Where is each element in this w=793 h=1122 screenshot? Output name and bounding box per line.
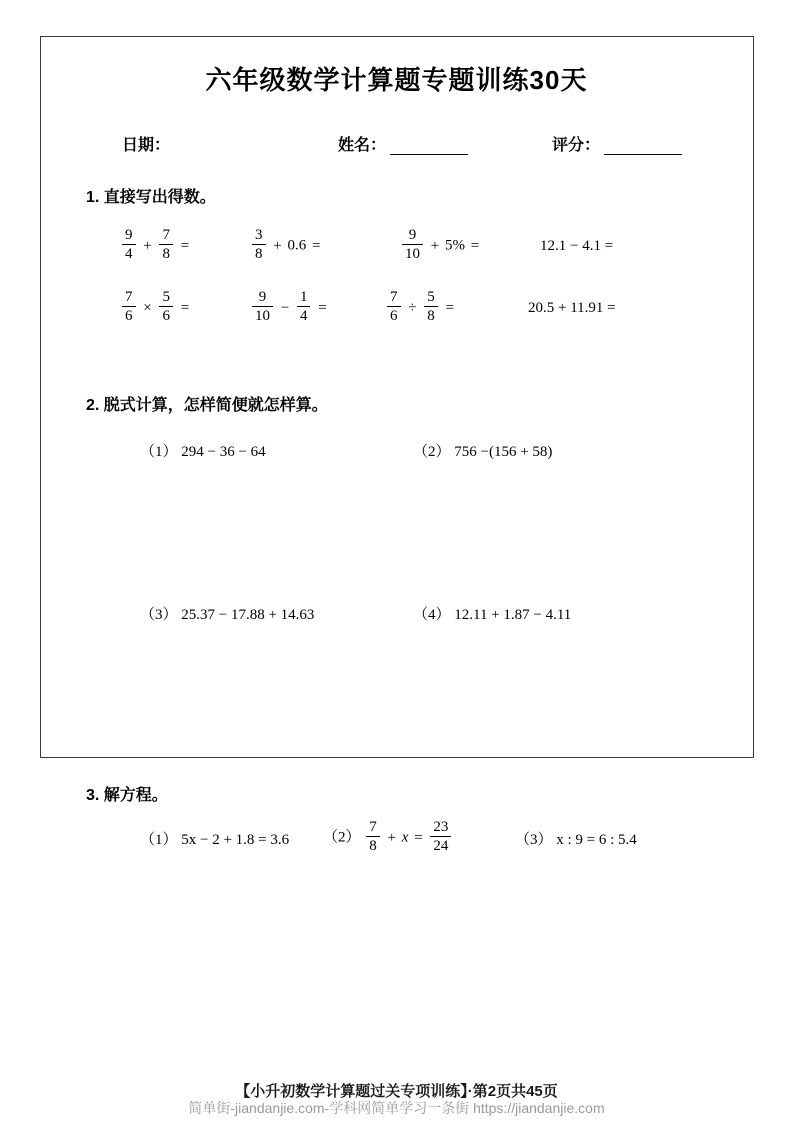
fraction-denominator: 4 <box>122 244 136 263</box>
operator-plus: + <box>387 829 396 846</box>
fraction-numerator: 7 <box>125 289 133 305</box>
operator-divide: ÷ <box>408 299 417 316</box>
fraction-numerator: 1 <box>299 289 308 305</box>
equals-sign: = <box>470 237 480 254</box>
decimal-value: 0.6 <box>287 237 307 254</box>
meta-row <box>100 130 700 160</box>
percent-value: 5% <box>444 237 465 254</box>
fraction-numerator: 7 <box>162 227 170 243</box>
problem-1-6 <box>250 290 329 326</box>
problem-2-4: （4） 12.11 + 1.87 − 4.11 <box>413 607 572 623</box>
fraction-7-6 <box>122 289 136 325</box>
problem-1-5 <box>120 290 191 326</box>
name-label: 姓名： <box>338 137 387 154</box>
fraction-9-10 <box>252 289 273 325</box>
operator-plus: + <box>273 237 282 254</box>
problem-3-3: （3） x : 9 = 6 : 5.4 <box>515 832 637 848</box>
fraction-7-8 <box>366 819 380 855</box>
fraction-numerator: 7 <box>369 819 377 835</box>
equals-sign: = <box>180 299 190 316</box>
page-border-right <box>753 36 754 758</box>
operator-plus: + <box>430 237 440 254</box>
section-2-heading: 2. 脱式计算，怎样简便就怎样算。 <box>86 397 328 414</box>
problem-3-2 <box>323 820 453 856</box>
fraction-denominator: 6 <box>159 306 173 325</box>
problem-2-3: （3） 25.37 − 17.88 + 14.63 <box>140 607 315 623</box>
fraction-numerator: 5 <box>427 289 435 305</box>
fraction-numerator: 23 <box>433 819 449 835</box>
name-field[interactable] <box>338 132 468 155</box>
page-border-top <box>40 36 753 37</box>
fraction-denominator: 8 <box>366 836 380 855</box>
fraction-9-10 <box>402 227 423 263</box>
section-1-heading: 1. 直接写出得数。 <box>86 189 216 206</box>
operator-plus: + <box>143 237 152 254</box>
fraction-denominator: 8 <box>424 306 438 325</box>
fraction-7-8 <box>159 227 173 263</box>
fraction-denominator: 6 <box>387 306 401 325</box>
equals-sign: = <box>180 237 190 254</box>
problem-1-3 <box>400 228 481 264</box>
problem-1-7 <box>385 290 456 326</box>
name-input-line[interactable] <box>390 140 468 155</box>
problem-2-1: （1） 294 − 36 − 64 <box>140 444 266 460</box>
fraction-numerator: 7 <box>390 289 398 305</box>
problem-1-8: 20.5 + 11.91 = <box>528 300 616 316</box>
equals-sign: = <box>318 299 327 316</box>
equals-sign: = <box>311 237 321 254</box>
equals-sign: = <box>445 299 454 316</box>
operator-minus: − <box>280 299 290 316</box>
score-input-line[interactable] <box>604 140 682 155</box>
problem-3-1: （1） 5x − 2 + 1.8 = 3.6 <box>140 832 290 848</box>
fraction-1-4 <box>297 289 311 325</box>
fraction-denominator: 10 <box>402 244 423 263</box>
fraction-denominator: 8 <box>159 244 173 263</box>
fraction-3-8 <box>252 227 266 263</box>
watermark: 简单街-jiandanjie.com-学科网简单学习一条街 https://jiandanjie.com <box>188 1100 605 1116</box>
problem-index: （2） <box>323 829 361 846</box>
fraction-7-6 <box>387 289 401 325</box>
page-title: 六年级数学计算题专题训练30天 <box>205 65 588 95</box>
equals-sign: = <box>414 829 423 846</box>
problem-2-2: （2） 756 −(156 + 58) <box>413 444 553 460</box>
fraction-5-6 <box>159 289 173 325</box>
fraction-denominator: 4 <box>297 306 311 325</box>
score-label: 评分： <box>552 137 601 154</box>
fraction-23-24 <box>430 819 451 855</box>
problem-1-4: 12.1 − 4.1 = <box>540 238 614 254</box>
problem-1-2 <box>250 228 322 264</box>
problem-1-1 <box>120 228 191 264</box>
fraction-numerator: 9 <box>408 227 417 243</box>
page-divider <box>40 757 753 758</box>
fraction-denominator: 6 <box>122 306 136 325</box>
fraction-numerator: 3 <box>255 227 263 243</box>
fraction-9-4 <box>122 227 136 263</box>
fraction-denominator: 10 <box>252 306 273 325</box>
date-field <box>122 132 170 155</box>
fraction-denominator: 8 <box>252 244 266 263</box>
page-border-left <box>40 36 41 758</box>
date-label: 日期： <box>122 137 171 154</box>
operator-times: × <box>143 299 152 316</box>
fraction-denominator: 24 <box>430 836 451 855</box>
fraction-numerator: 5 <box>162 289 170 305</box>
score-field[interactable] <box>552 132 682 155</box>
page-footer: 【小升初数学计算题过关专项训练】·第2页共45页 <box>235 1083 558 1100</box>
section-3-heading: 3. 解方程。 <box>86 787 168 804</box>
fraction-numerator: 9 <box>258 289 267 305</box>
fraction-numerator: 9 <box>125 227 133 243</box>
variable-x: x <box>401 829 409 846</box>
fraction-5-8 <box>424 289 438 325</box>
